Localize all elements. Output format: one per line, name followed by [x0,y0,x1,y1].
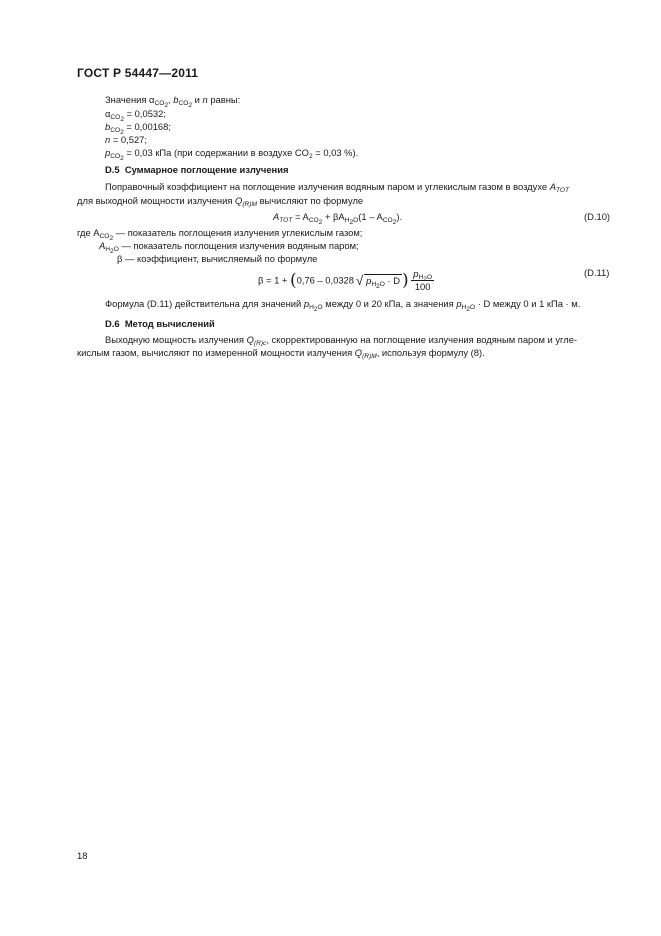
formula-left-paren: ( [289,270,297,291]
section-d6-heading: D.6 Метод вычислений [105,318,215,329]
formula-d11: β = 1 + (0,76 – 0,0328 √ $p_{H_2O} \cdot D$ ) $\frac{p_{H_2O}}{100}$ [258,268,433,292]
radical-sign: √ [355,272,364,288]
alpha-value-line: $\alpha_{CO_2} = 0,0532$; [105,108,166,123]
page-number: 18 [77,850,88,861]
equation-number-d11: (D.11) [584,267,610,278]
fraction-p-over-100: $\frac{p_{H_2O}}{100}$ [413,268,433,292]
d5-paragraph-line1: Поправочный коэффициент на поглощение излучения водяным паром и углекислым газом в воздухе $A_{TOT}$ [105,181,570,194]
where-co2-line: где $A_{CO_2}$ — показатель поглощения излучения углекислым газом; [77,227,363,242]
equation-number-d10: (D.10) [584,211,611,222]
p-value-line: $p_{CO_2} = 0,03$ кПа (при содержании в воздухе $CO_2 = 0,03$ %). [105,147,359,162]
values-intro-line: Значения $\alpha_{CO_2}$, $b_{CO_2}$ и n равны: [105,94,241,109]
formula-d10: $A_{TOT} = A_{CO_2} + \beta A_{H_2O}(1 - A_{CO_2})$. [273,211,403,226]
formula-right-paren: ) [402,270,409,291]
d6-paragraph-line1: Выходную мощность излучения $Q_{(R)c}$, скорректированную на поглощение излучения водяным паром и угле- [105,334,578,347]
d6-paragraph-line2: кислым газом, вычисляют по измеренной мощности излучения $Q_{(R)M}$, используя формулу (8). [77,347,485,360]
where-h2o-line: $A_{H_2O}$ — показатель поглощения излучения водяным паром; [99,240,359,255]
document-header: ГОСТ Р 54447—2011 [77,66,199,80]
sqrt-argument: $p_{H_2O} \cdot D$ [366,275,401,290]
b-value-line: $b_{CO_2} = 0,00168$; [105,121,171,136]
where-beta-line: β — коэффициент, вычисляемый по формуле [117,253,318,264]
validity-line: Формула (D.11) действительна для значений $p_{H_2O}$ между 0 и 20 кПа, а значения $p_{H_2O} \cdot D$ между 0 и 1 кПа · м. [105,298,581,313]
n-value-line: n = 0,527; [105,134,147,145]
section-d5-heading: D.5 Суммарное поглощение излучения [105,164,289,175]
d5-paragraph-line2: для выходной мощности излучения $Q_{(R)M}$ вычисляют по формуле [77,195,364,208]
